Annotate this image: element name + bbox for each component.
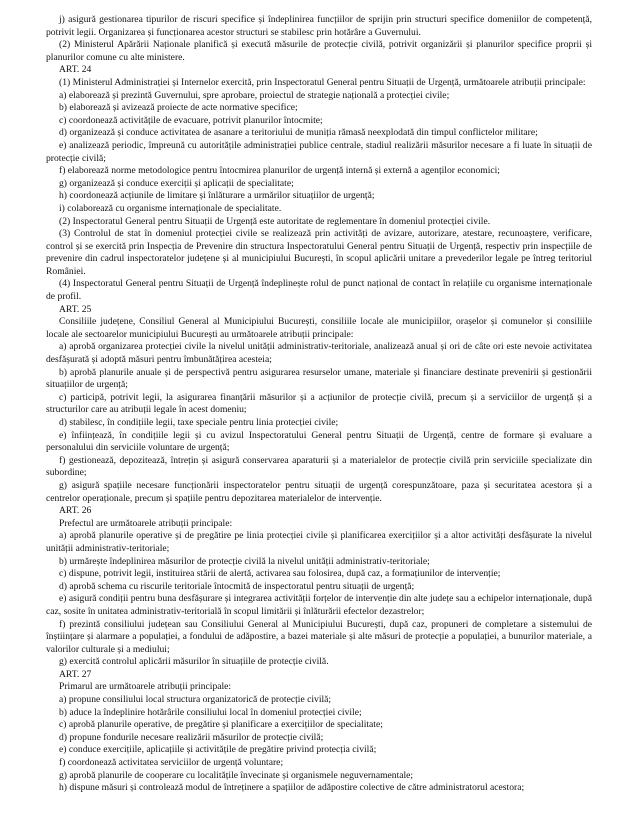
paragraph: d) stabilesc, în condițiile legii, taxe speciale pentru linia protecției civile; bbox=[59, 417, 339, 428]
paragraph: j) asigură gestionarea tipurilor de riscuri specifice și îndeplinirea funcțiilor de sprijin prin structuri specifice domeniilor de competență, potrivit legii. Organizarea și funcționarea acestor structuri se stabilesc prin hotărâre a Guvernului. bbox=[46, 14, 592, 38]
paragraph: (2) Inspectoratul General pentru Situații de Urgență este autoritate de reglementare în domeniul protecției civile. bbox=[59, 215, 491, 227]
paragraph: b) aduce la îndeplinire hotărârile consiliului local în domeniul protecției civile; bbox=[59, 706, 362, 718]
paragraph: e) asigură condiții pentru buna desfășurare și integrarea activității forțelor de intervenție din alte județe sau a echipelor internaționale, după caz, sosite în unitatea administrativ-teritorială în scopul limitării și înlăturării efectelor dezastrelor; bbox=[46, 593, 592, 617]
paragraph: (4) Inspectoratul General pentru Situații de Urgență îndeplinește rolul de punct național de contact în relațiile cu organisme internaționale de profil. bbox=[46, 278, 592, 303]
paragraph: e) conduce exercițiile, aplicațiile și activitățile de pregătire privind protecția civilă; bbox=[59, 744, 377, 756]
paragraph: a) propune consiliului local structura organizatorică de protecție civilă; bbox=[59, 694, 332, 706]
paragraph: a) aprobă planurile operative și de pregătire pe linia protecției civile și planificarea exercițiilor și a altor activități desfășurate la nivelul unității administrativ-teritoriale; bbox=[46, 530, 592, 554]
paragraph: ART. 25 bbox=[59, 303, 92, 315]
paragraph: h) dispune măsuri și controlează modul de întreținere a spațiilor de adăpostire colective de către administratorul acestora; bbox=[59, 782, 525, 794]
paragraph: c) aprobă planurile operative, de pregătire și planificare a exercițiilor de specialitate; bbox=[59, 719, 383, 731]
paragraph: d) organizează și conduce activitatea de asanare a teritoriului de muniția rămasă neexplodată din timpul conflictelor militare; bbox=[59, 127, 538, 139]
paragraph: Primarul are următoarele atribuții principale: bbox=[59, 681, 232, 693]
paragraph: c) participă, potrivit legii, la asigurarea finanțării măsurilor și a acțiunilor de protecție civilă, precum și a serviciilor de urgență și a structurilor care au atribuții legale în acest domeniu; bbox=[46, 391, 592, 416]
paragraph: d) propune fondurile necesare realizării măsurilor de protecție civilă; bbox=[59, 731, 324, 743]
paragraph: ART. 27 bbox=[59, 668, 92, 680]
paragraph: f) elaborează norme metodologice pentru întocmirea planurilor de urgență internă și externă a agenților economici; bbox=[59, 165, 500, 177]
paragraph: e) înființează, în condițiile legii și cu avizul Inspectoratului General pentru Situații de Urgență, centre de formare și evaluare a personalului din serviciile voluntare de urgență; bbox=[46, 429, 592, 454]
paragraph: a) elaborează și prezintă Guvernului, spre aprobare, proiectul de strategie națională a protecției civile; bbox=[59, 89, 450, 101]
paragraph: (1) Ministerul Administrației și Internelor exercită, prin Inspectoratul General pentru Situații de Urgență, următoarele atribuții principale: bbox=[59, 76, 586, 88]
paragraph: g) organizează și conduce exerciții și aplicații de specialitate; bbox=[59, 177, 294, 189]
paragraph: f) gestionează, depozitează, întrețin și asigură conservarea aparaturii și a materialelor de protecție civilă prin serviciile specializate din subordine; bbox=[46, 454, 592, 479]
paragraph: (2) Ministerul Apărării Naționale planifică și execută măsurile de protecție civilă, potrivit organizării și planurilor specifice proprii și planurilor comune cu alte ministere. bbox=[46, 39, 592, 63]
paragraph: b) elaborează și avizează proiecte de acte normative specifice; bbox=[59, 102, 298, 114]
paragraph: f) coordonează activitatea serviciilor de urgență voluntare; bbox=[59, 757, 284, 769]
paragraph: g) asigură spațiile necesare funcționării inspectoratelor pentru situații de urgență corespunzătoare, paza și securitatea acestora și a centrelor operaționale, precum și spațiile pentru depozitarea materialelor de intervenție. bbox=[46, 479, 592, 504]
paragraph: ART. 24 bbox=[59, 64, 92, 76]
paragraph: a) aprobă organizarea protecției civile la nivelul unității administrativ-teritoriale, analizează anual și ori de câte ori este nevoie activitatea desfășurată și adoptă măsuri pentru îmbunătățirea acesteia; bbox=[46, 341, 592, 366]
paragraph: g) aprobă planurile de cooperare cu localitățile învecinate și organismele neguvernamentale; bbox=[59, 769, 414, 781]
paragraph: (3) Controlul de stat în domeniul protecției civile se realizează prin activități de avizare, autorizare, atestare, recunoaștere, verificare, control și se exercită prin Inspecția de Prevenire din structura Inspectoratului General pentru Situații de Urgență, respectiv prin inspecțiile de prevenire din cadrul inspectoratelor județene și al municipiului București, în scopul aplicării unitare a prevederilor legale pe întreg teritoriul României. bbox=[46, 228, 592, 277]
paragraph: f) prezintă consiliului județean sau Consiliului General al Municipiului București, după caz, propuneri de completare a sistemului de înștiințare și alarmare a populației, a fondului de adăpostire, a bazei materiale și alte măsuri de protecție a populației, a bunurilor materiale, a valorilor culturale și a mediului; bbox=[46, 618, 592, 655]
paragraph: e) analizează periodic, împreună cu autoritățile administrației publice centrale, stadiul realizării măsurilor necesare a fi luate în situații de protecție civilă; bbox=[46, 139, 592, 164]
paragraph: b) urmărește îndeplinirea măsurilor de protecție civilă la nivelul unității administrativ-teritoriale; bbox=[59, 555, 430, 567]
paragraph: i) colaborează cu organisme internaționale de specialitate. bbox=[59, 202, 282, 214]
paragraph: h) coordonează acțiunile de limitare și înlăturare a urmărilor situațiilor de urgență; bbox=[59, 190, 375, 202]
paragraph: c) dispune, potrivit legii, instituirea stării de alertă, activarea sau folosirea, după caz, a formațiunilor de intervenție; bbox=[59, 568, 501, 580]
paragraph: g) exercită controlul aplicării măsurilor în situațiile de protecție civilă. bbox=[59, 656, 329, 668]
paragraph: Consiliile județene, Consiliul General al Municipiului București, consiliile locale ale municipiilor, orașelor și comunelor și consiliile locale ale sectoarelor municipiului București au următoarele atribuții principale: bbox=[46, 316, 592, 340]
paragraph: c) coordonează activitățile de evacuare, potrivit planurilor întocmite; bbox=[59, 114, 323, 126]
paragraph: Prefectul are următoarele atribuții principale: bbox=[59, 517, 233, 529]
paragraph: ART. 26 bbox=[59, 505, 92, 517]
paragraph: b) aprobă planurile anuale și de perspectivă pentru asigurarea resurselor umane, materiale și financiare destinate prevenirii și gestionării situațiilor de urgență; bbox=[46, 366, 592, 391]
paragraph: d) aprobă schema cu riscurile teritoriale întocmită de inspectoratul pentru situații de urgență; bbox=[59, 580, 415, 592]
